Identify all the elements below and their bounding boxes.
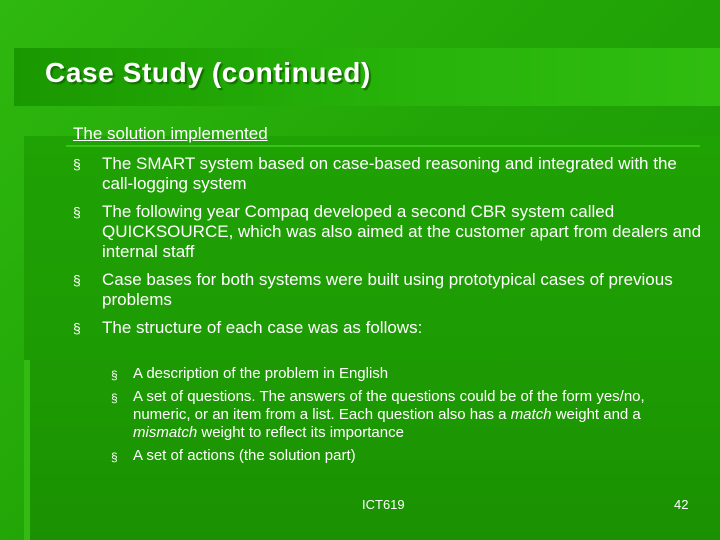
bullet-item: [73, 318, 703, 338]
bullet-icon: §: [111, 368, 118, 382]
bullet-icon: §: [111, 450, 118, 464]
bullet-text: The structure of each case was as follows:: [102, 318, 423, 337]
sub-bullet-text: A description of the problem in English: [133, 365, 389, 382]
bullet-icon: §: [111, 391, 118, 405]
footer-course-code: ICT619: [362, 497, 405, 512]
bullet-icon: §: [73, 272, 81, 288]
sub-bullet-text: A set of actions (the solution part): [133, 447, 356, 464]
text-run: weight to reflect its importance: [197, 424, 404, 441]
text-run: A set of questions. The answers of the questions could be of the form yes/no, numeric, or an item from a list. Each question also has a: [133, 388, 645, 423]
sub-bullet-item: [111, 447, 701, 465]
panel-divider: [66, 145, 700, 147]
emphasis-mismatch: mismatch: [133, 424, 198, 441]
bullet-item: [73, 202, 703, 262]
bullet-item: [73, 154, 703, 194]
bullet-icon: §: [73, 204, 81, 220]
bullet-text: The following year Compaq developed a second CBR system called QUICKSOURCE, which was also aimed at the customer apart from dealers and internal staff: [102, 202, 702, 261]
bullet-text: Case bases for both systems were built using prototypical cases of previous problems: [102, 270, 673, 309]
sub-bullet-text: [133, 388, 645, 441]
sub-bullet-item: [111, 388, 701, 442]
slide-title: Case Study (continued): [45, 57, 371, 88]
text-run: weight and a: [551, 406, 641, 423]
bullet-icon: §: [73, 320, 81, 336]
bullet-item: [73, 270, 703, 310]
panel-edge: [24, 360, 30, 540]
sub-bullet-list: [111, 365, 701, 470]
bullet-text: The SMART system based on case-based reasoning and integrated with the call-logging system: [102, 154, 677, 193]
section-heading: The solution implemented: [73, 124, 268, 143]
emphasis-match: match: [510, 406, 552, 423]
page-number: 42: [674, 497, 689, 512]
bullet-icon: §: [73, 156, 81, 172]
bullet-list: [73, 154, 703, 346]
sub-bullet-item: [111, 365, 701, 383]
